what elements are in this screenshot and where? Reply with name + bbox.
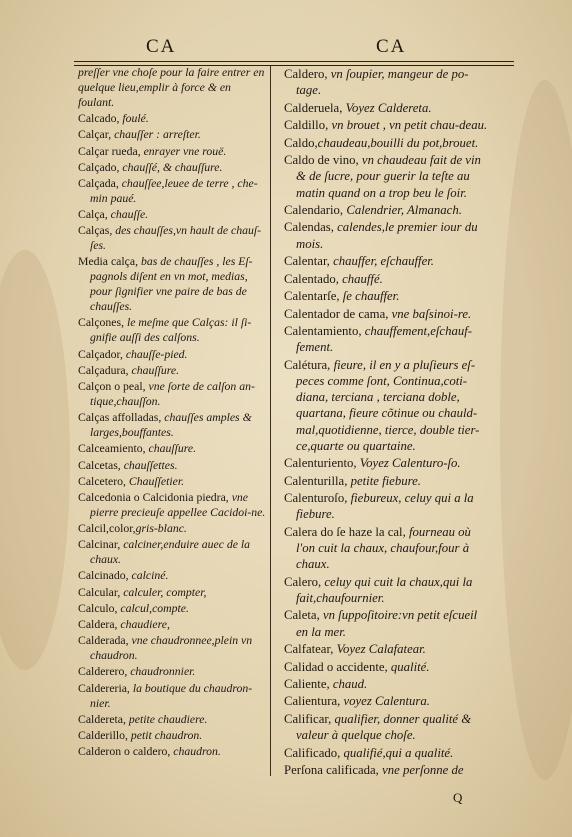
dictionary-entry: [284, 745, 490, 761]
dictionary-entry: [78, 145, 266, 160]
entry-translation: Voyez Calafatear.: [333, 642, 426, 657]
entry-translation: chauſſure.: [145, 442, 197, 456]
dictionary-entry: [78, 316, 266, 346]
dictionary-entry: [78, 729, 266, 744]
entry-translation: vne perſonne de: [378, 763, 464, 778]
entry-headword: Calentamiento,: [284, 324, 362, 339]
dictionary-entry: [78, 411, 266, 441]
dictionary-entry: [78, 602, 266, 617]
dictionary-entry: [78, 66, 266, 111]
entry-translation: chaudiere,: [117, 618, 170, 632]
entry-translation: gris-blanc.: [135, 522, 187, 536]
running-head-right: CA: [376, 36, 407, 57]
entry-translation: Chauſſetier.: [125, 474, 185, 488]
entry-translation: fieure, il en y a pluſieurs eſ-peces comme ſont, Continua,coti-diana, terciana , terciana doble, quartana, fieure cõtinue ou chauld-mal,quotidienne, tierce, double tier-ce,quarte ou quartaine.: [296, 357, 480, 453]
dictionary-entry: [78, 177, 266, 207]
dictionary-entry: [78, 208, 266, 223]
dictionary-entry: [284, 152, 490, 201]
entry-translation: vn chaudeau fait de vin & de ſucre, pour guerir la teſte au matin quand on a trop beu le ſoir.: [296, 153, 481, 200]
entry-translation: chaudeau,bouilli du pot,brouet.: [317, 135, 479, 150]
dictionary-entry: [78, 713, 266, 728]
entry-translation: preſſer vne choſe pour la faire entrer en quelque lieu,emplir à force & en foulant.: [78, 66, 265, 109]
entry-translation: ſe chauffer.: [339, 289, 400, 304]
dictionary-entry: [284, 473, 490, 489]
dictionary-entry: [284, 66, 490, 98]
dictionary-entry: [284, 574, 490, 606]
entry-headword: Calças affolladas,: [78, 411, 162, 425]
entry-headword: Calentador de cama,: [284, 306, 389, 321]
entry-headword: Calcedonia o Calcidonia piedra,: [78, 490, 229, 504]
entry-translation: chauſſes amples & larges,bouffantes.: [90, 411, 252, 440]
entry-headword: Calderada,: [78, 634, 129, 648]
entry-translation: vn ſoupier, mangeur de po-tage.: [296, 67, 469, 98]
column-divider: [270, 66, 271, 776]
entry-headword: Calenturoſo,: [284, 491, 348, 506]
dictionary-entry: [78, 475, 266, 490]
dictionary-entry: [284, 357, 490, 454]
header-rule: [74, 61, 514, 62]
entry-headword: Calificar,: [284, 711, 332, 726]
entry-headword: Caliente,: [284, 676, 330, 691]
entry-headword: Calero,: [284, 574, 322, 589]
entry-headword: Calentado,: [284, 271, 339, 286]
entry-headword: Caldero,: [284, 67, 328, 81]
entry-translation: Voyez Calenturo-ſo.: [356, 456, 461, 471]
entry-headword: Calentar,: [284, 254, 330, 269]
dictionary-entry: [284, 524, 490, 573]
entry-headword: Calderillo,: [78, 729, 128, 743]
catchword: Q: [453, 790, 463, 805]
dictionary-entry: [78, 380, 266, 410]
dictionary-entry: [284, 676, 490, 692]
entry-translation: des chauſſes,vn hault de chauſ-ſes.: [90, 224, 262, 253]
dictionary-entry: [284, 288, 490, 304]
entry-translation: qualifié,qui a qualité.: [340, 745, 454, 760]
dictionary-entry: [284, 659, 490, 675]
entry-translation: chauſſettes.: [120, 458, 178, 472]
entry-translation: calciné.: [128, 569, 169, 583]
entry-translation: qualifier, donner qualité & valeur à quelque choſe.: [296, 711, 472, 743]
dictionary-entry: [284, 762, 490, 778]
entry-headword: Calça,: [78, 208, 108, 222]
dictionary-entry: [284, 306, 490, 322]
dictionary-entry: [78, 128, 266, 143]
entry-translation: qualité.: [387, 659, 430, 674]
entry-translation: petit chaudron.: [127, 729, 203, 743]
dictionary-entry: [78, 491, 266, 521]
dictionary-entry: [78, 634, 266, 664]
entry-headword: Calderero,: [78, 665, 128, 679]
entry-translation: chauſſure.: [128, 363, 180, 377]
entry-headword: Caldo,: [284, 135, 318, 150]
dictionary-entry: [78, 618, 266, 633]
entry-translation: fourneau où l'on cuit la chaux, chaufour,four à chaux.: [296, 524, 471, 572]
entry-headword: Calceamiento,: [78, 442, 146, 456]
left-column: [78, 66, 266, 761]
entry-translation: celuy qui cuit la chaux,qui la fait,chaufournier.: [296, 574, 473, 605]
entry-translation: chaudronnier.: [127, 665, 196, 679]
entry-translation: chauſſer : arreſter.: [111, 128, 201, 142]
dictionary-entry: [78, 665, 266, 680]
entry-headword: Calças,: [78, 224, 113, 238]
dictionary-entry: [78, 459, 266, 474]
entry-translation: vne chaudronnee,plein vn chaudron.: [90, 634, 253, 663]
dictionary-entry: [78, 682, 266, 712]
dictionary-entry: [284, 271, 490, 287]
entry-headword: Calculo,: [78, 601, 118, 615]
dictionary-entry: [284, 135, 490, 151]
entry-translation: chauffé.: [338, 271, 383, 286]
dictionary-entry: [284, 219, 490, 251]
entry-headword: Calcinado,: [78, 569, 129, 583]
entry-translation: calendes,le premier iour du mois.: [296, 220, 478, 251]
entry-translation: Calendrier, Almanach.: [343, 202, 462, 217]
dictionary-entry: [78, 442, 266, 457]
entry-translation: vn ſuppoſitoire:vn petit eſcueil en la mer.: [296, 608, 478, 639]
entry-headword: Calcado,: [78, 112, 120, 126]
dictionary-entry: [284, 455, 490, 471]
entry-headword: Calenturiento,: [284, 456, 357, 471]
entry-headword: Calendario,: [284, 202, 344, 217]
entry-translation: chauſſé, & chauſſure.: [119, 160, 223, 174]
entry-headword: Media calça,: [78, 255, 139, 269]
entry-headword: Calçador,: [78, 347, 123, 361]
dictionary-entry: [284, 117, 490, 133]
entry-translation: calciner,enduire auec de la chaux.: [90, 538, 251, 567]
entry-headword: Calendas,: [284, 220, 334, 235]
entry-translation: chaudron.: [170, 745, 221, 759]
entry-translation: calcul,compte.: [117, 601, 189, 615]
right-column: [284, 66, 490, 780]
entry-translation: enrayer vne rouë.: [140, 144, 227, 158]
entry-headword: Calidad o accidente,: [284, 659, 388, 674]
dictionary-entry: [78, 569, 266, 584]
entry-headword: Calderuela,: [284, 100, 343, 115]
dictionary-entry: [78, 112, 266, 127]
entry-translation: chauſſee,leuee de terre , che-min paué.: [90, 176, 258, 205]
entry-headword: Calificado,: [284, 745, 341, 760]
dictionary-entry: [78, 255, 266, 315]
entry-headword: Calcetero,: [78, 474, 126, 488]
dictionary-entry: [78, 224, 266, 254]
entry-headword: Calentarſe,: [284, 289, 340, 304]
dictionary-entry: [284, 607, 490, 639]
dictionary-entry: [284, 202, 490, 218]
entry-translation: chauffement,eſchauf-fement.: [296, 324, 473, 355]
entry-translation: la boutique du chaudron-nier.: [90, 681, 253, 710]
entry-translation: chauffer, eſchauffer.: [329, 254, 434, 269]
entry-headword: Calfatear,: [284, 642, 334, 657]
entry-translation: voyez Calentura.: [340, 694, 430, 709]
entry-translation: calculer, compter,: [120, 585, 207, 599]
entry-headword: Caldillo,: [284, 118, 329, 133]
entry-headword: Caldo de vino,: [284, 153, 359, 168]
dictionary-entry: [78, 364, 266, 379]
page-header: [76, 36, 512, 58]
dictionary-entry: [78, 161, 266, 176]
entry-translation: vn brouet , vn petit chau-deau.: [328, 118, 488, 133]
paper-stain: [500, 80, 572, 780]
entry-translation: vne pierre precieuſe appellee Cacidoi-ne.: [90, 490, 266, 519]
paper-stain: [0, 250, 70, 670]
entry-headword: Caleta,: [284, 608, 320, 623]
running-head-left: CA: [146, 36, 177, 57]
entry-headword: Caldera,: [78, 618, 118, 632]
dictionary-entry: [284, 711, 490, 743]
dictionary-entry: [284, 100, 490, 116]
entry-headword: Calenturilla,: [284, 473, 348, 488]
entry-headword: Calçadura,: [78, 363, 129, 377]
entry-translation: fiebureux, celuy qui a la fiebure.: [296, 491, 474, 522]
entry-headword: Calétura,: [284, 357, 331, 372]
entry-translation: chaud.: [329, 676, 368, 691]
dictionary-entry: [78, 586, 266, 601]
entry-headword: Perſona calificada,: [284, 763, 379, 778]
entry-headword: Calcil,color,: [78, 522, 136, 536]
entry-headword: Calçada,: [78, 176, 119, 190]
dictionary-entry: [78, 522, 266, 537]
entry-headword: Caldereria,: [78, 681, 130, 695]
entry-translation: chauſſe-pied.: [122, 347, 188, 361]
dictionary-entry: [284, 693, 490, 709]
entry-headword: Calera do ſe haze la cal,: [284, 524, 406, 539]
entry-headword: Calçon o peal,: [78, 380, 146, 393]
entry-headword: Calçar rueda,: [78, 144, 141, 158]
entry-translation: petite fiebure.: [347, 473, 421, 488]
dictionary-entry: [284, 253, 490, 269]
entry-headword: Calçado,: [78, 160, 120, 174]
dictionary-entry: [284, 641, 490, 657]
entry-translation: vne baſsinoi-re.: [388, 306, 472, 321]
entry-translation: vne ſorte de calſon an-tique,chauſſon.: [90, 380, 255, 408]
entry-headword: Calientura,: [284, 694, 341, 709]
entry-headword: Calcinar,: [78, 538, 121, 552]
entry-headword: Calcular,: [78, 585, 121, 599]
entry-translation: Voyez Caldereta.: [342, 100, 432, 115]
entry-translation: bas de chauſſes , les Eſ-pagnols diſent en vn mot, medias, pour ſignifier vne paire de bas de chauſſes.: [90, 255, 253, 314]
entry-headword: Calcetas,: [78, 458, 121, 472]
dictionary-entry: [284, 490, 490, 522]
dictionary-entry: [78, 348, 266, 363]
entry-translation: chauſſe.: [107, 208, 149, 222]
entry-translation: foulé.: [119, 112, 149, 126]
entry-translation: petite chaudiere.: [125, 712, 208, 726]
entry-headword: Calçar,: [78, 128, 112, 142]
dictionary-entry: [284, 323, 490, 355]
entry-headword: Calderon o caldero,: [78, 745, 171, 759]
dictionary-entry: [78, 745, 266, 760]
entry-translation: le meſme que Calças: il ſi-gnifie auſſi des calſons.: [90, 316, 252, 345]
entry-headword: Calçones,: [78, 316, 125, 330]
entry-headword: Caldereta,: [78, 712, 126, 726]
dictionary-entry: [78, 538, 266, 568]
